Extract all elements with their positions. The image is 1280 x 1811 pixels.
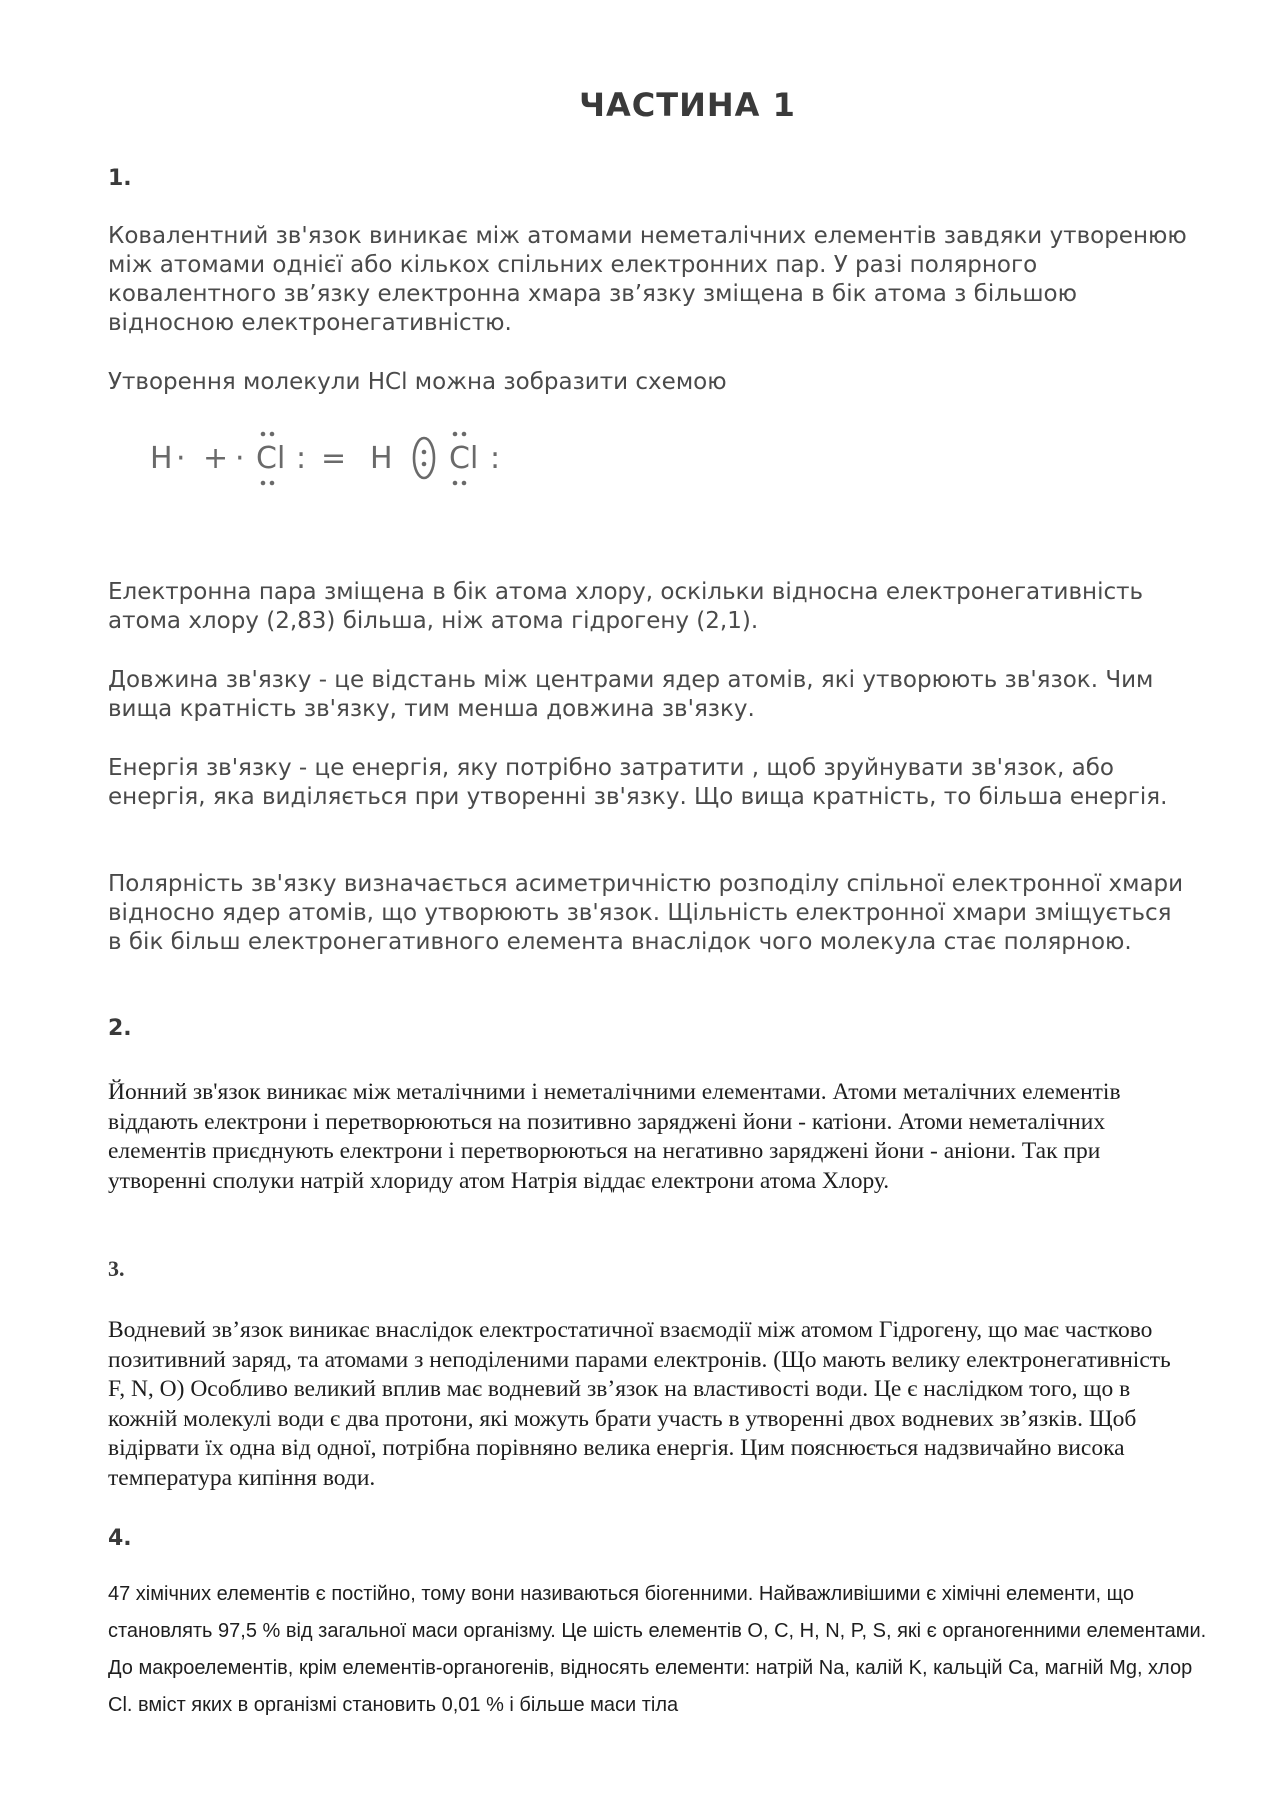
section-1-number: 1. <box>108 166 132 191</box>
section-3-paragraph-hydrogen: Водневий зв’язок виникає внаслідок електростатичної взаємодії між атомом Гідрогену, що має частково позитивний заряд, та атомами з неподіленими парами електронів. (Що мають велику електронегативність F, N, O) Особливо великий вплив має водневий зв’язок на властивості води. Це є наслідком того, що в кожній молекулі води є два протони, які можуть брати участь в утворенні двох водневих зв’язків. Щоб відірвати їх одна від одної, потрібна порівняно велика енергія. Цим пояснюється надзвичайно висока температура кипіння води. <box>108 1317 1171 1491</box>
section-4-paragraph-biogenic: 47 хімічних елементів є постійно, тому вони називаються біогенними. Найважливішими є хімічні елементи, що становлять 97,5 % від загальної маси організму. Це шість елементів O, C, H, N, P, S, які є органогенними елементами. До макроелементів, крім елементів-органогенів, відносять елементи: натрій Na, калій K, кальцій Ca, магній Mg, хлор Cl. вміст яких в організмі становить 0,01 % і більше маси тіла <box>108 1583 1207 1716</box>
scheme-colon1: : <box>296 441 307 476</box>
hcl-lewis-scheme <box>146 424 511 494</box>
section-4-number: 4. <box>108 1526 132 1551</box>
scheme-dot2: · <box>235 441 245 476</box>
section-3-number: 3. <box>108 1256 125 1281</box>
section-1-paragraph-polarity: Полярність зв'язку визначається асиметричністю розподілу спільної електронної хмари відносно ядер атомів, що утворюють зв'язок. Щільність електронної хмари зміщується в бік більш електронегативного елемента внаслідок чого молекула стає полярною. <box>108 871 1184 955</box>
scheme-equals: = <box>321 441 347 476</box>
section-1-paragraph-bond-energy: Енергія зв'язку - це енергія, яку потрібно затратити , щоб зруйнувати зв'язок, або енергія, яка виділяється при утворенні зв'язку. Що вища кратність, то більша енергія. <box>108 755 1168 810</box>
scheme-cl1: Cl <box>256 441 286 476</box>
section-2-paragraph-ionic: Йонний зв'язок виникає між металічними і неметалічними елементами. Атоми металічних елементів віддають електрони і перетворюються на позитивно заряджені йони - катіони. Атоми неметалічних елементів приєднують електрони і перетворюються на негативно заряджені йони - аніони. Так при утворенні сполуки натрій хлориду атом Натрія віддає електрони атома Хлору. <box>108 1079 1121 1194</box>
page-title: ЧАСТИНА 1 <box>579 86 796 124</box>
scheme-shared-pair <box>414 438 434 478</box>
scheme-cl2: Cl <box>449 441 479 476</box>
section-1-paragraph-hcl-intro: Утворення молекули HCl можна зобразити схемою <box>108 369 727 395</box>
scheme-h2: H <box>370 441 393 476</box>
scheme-colon2: : <box>490 441 501 476</box>
scheme-h1: H <box>150 441 173 476</box>
scheme-electron-dots <box>261 432 467 486</box>
scheme-plus: + <box>203 441 229 476</box>
scheme-dot1: · <box>176 441 186 476</box>
section-1-paragraph-bond-length: Довжина зв'язку - це відстань між центрами ядер атомів, які утворюють зв'язок. Чим вища кратність зв'язку, тим менша довжина зв'язку. <box>108 667 1154 722</box>
section-2-number: 2. <box>108 1016 132 1041</box>
section-1-paragraph-electron-pair: Електронна пара зміщена в бік атома хлору, оскільки відносна електронегативність атома хлору (2,83) більша, ніж атома гідрогену (2,1). <box>108 579 1144 634</box>
section-1-paragraph-covalent: Ковалентний зв'язок виникає між атомами неметалічних елементів завдяки утворенюю між атомами однієї або кількох спільних електронних пар. У разі полярного ковалентного зв’язку електронна хмара зв’язку зміщена в бік атома з більшою відносною електронегативністю. <box>108 223 1187 336</box>
